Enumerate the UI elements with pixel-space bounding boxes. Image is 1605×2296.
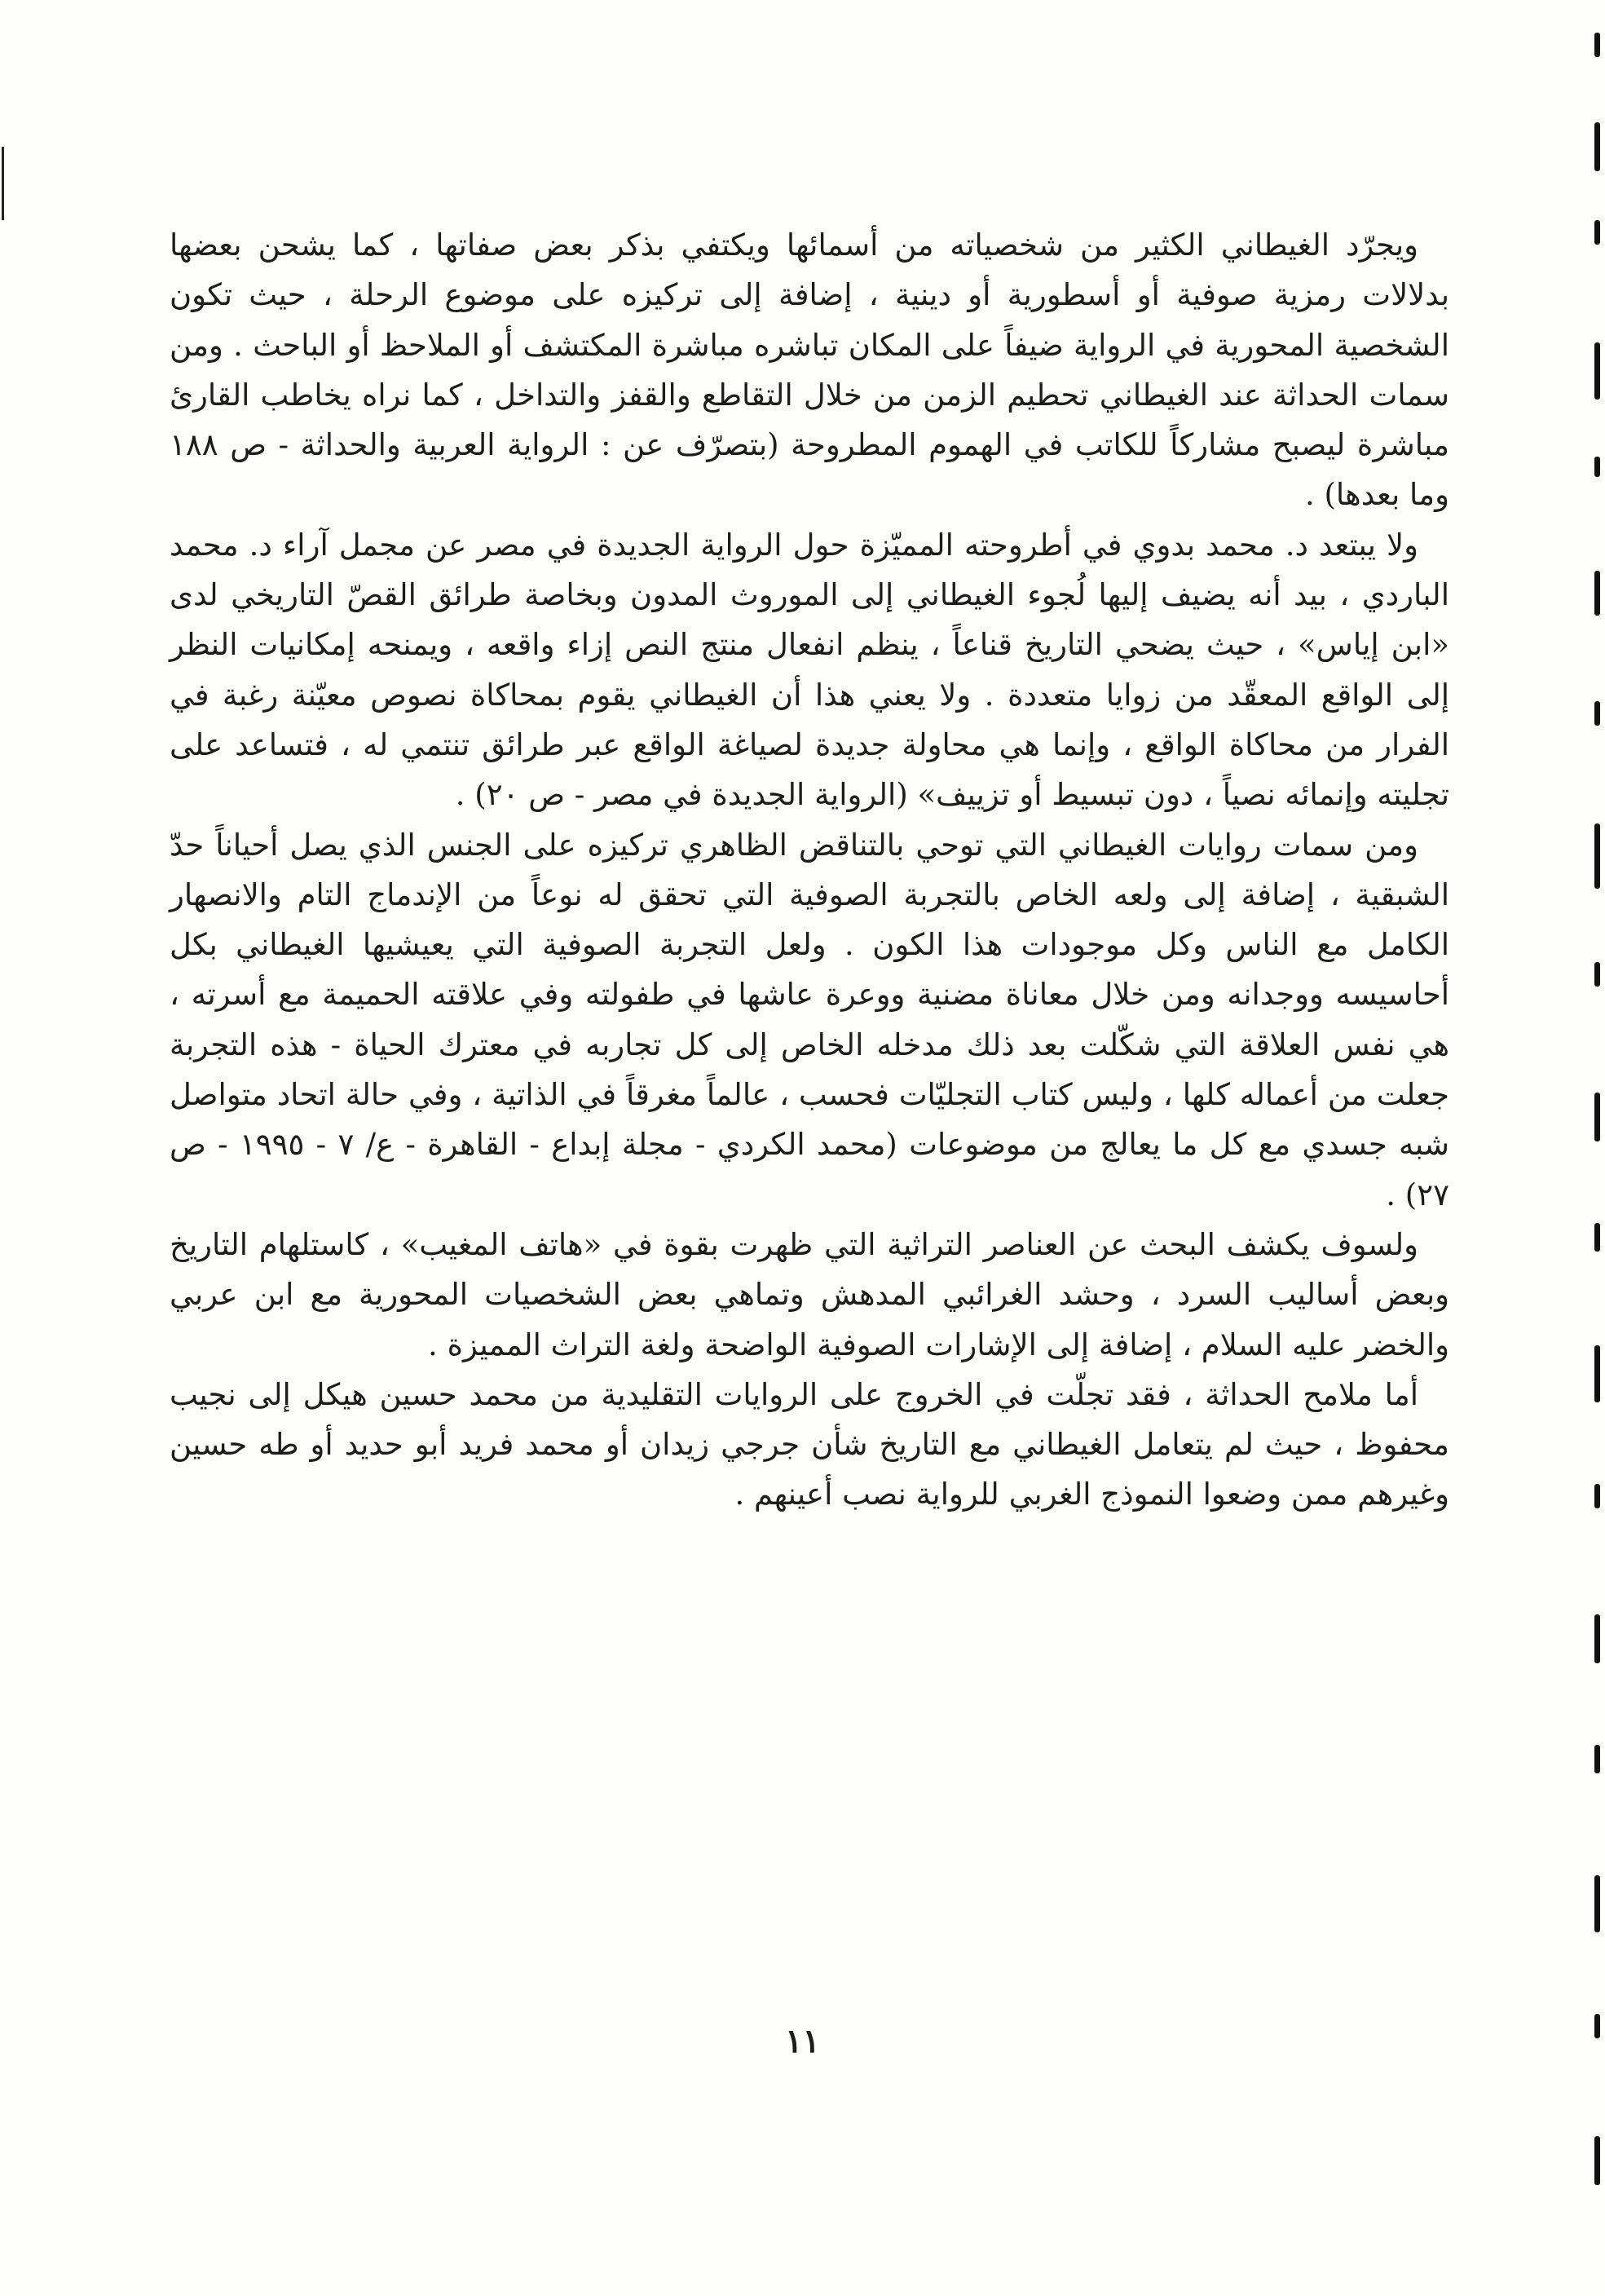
- page-number: ١١: [785, 2022, 820, 2060]
- body-text: [170, 220, 1449, 1520]
- scan-edge-mark: [2, 147, 4, 220]
- paragraph: ويجرّد الغيطاني الكثير من شخصياته من أسمائها ويكتفي بذكر بعض صفاتها ، كما يشحن بعضها بدلالات رمزية صوفية أو أسطورية أو دينية ، إضافة إلى تركيزه على موضوع الرحلة ، حيث تكون الشخصية المحورية في الرواية ضيفاً على المكان تباشره مباشرة المكتشف أو الملاحظ أو الباحث . ومن سمات الحداثة عند الغيطاني تحطيم الزمن من خلال التقاطع والقفز والتداخل ، كما نراه يخاطب القارئ مباشرة ليصبح مشاركاً للكاتب في الهموم المطروحة (بتصرّف عن : الرواية العربية والحداثة - ص ١٨٨ وما بعدها) .: [170, 227, 1449, 513]
- paragraph: ومن سمات روايات الغيطاني التي توحي بالتناقض الظاهري تركيزه على الجنس الذي يصل أحياناً حدّ الشبقية ، إضافة إلى ولعه الخاص بالتجربة الصوفية التي تحقق له نوعاً من الإندماج التام والانصهار الكامل مع الناس وكل موجودات هذا الكون . ولعل التجربة الصوفية التي يعيشيها الغيطاني بكل أحاسيسه ووجدانه ومن خلال معاناة مضنية ووعرة عاشها في طفولته وفي علاقته الحميمة مع أسرته ، هي نفس العلاقة التي شكّلت بعد ذلك مدخله الخاص إلى كل تجاربه في معترك الحياة - هذه التجربة جعلت من أعماله كلها ، وليس كتاب التجليّات فحسب ، عالماً مغرقاً في الذاتية ، وفي حالة اتحاد متواصل شبه جسدي مع كل ما يعالج من موضوعات (محمد الكردي - مجلة إبداع - القاهرة - ع/ ٧ - ١٩٩٥ - ص ٢٧) .: [170, 827, 1450, 1212]
- paragraph: أما ملامح الحداثة ، فقد تجلّت في الخروج على الروايات التقليدية من محمد حسين هيكل إلى نجيب محفوظ ، حيث لم يتعامل الغيطاني مع التاريخ شأن جرجي زيدان أو محمد فريد أبو حديد أو طه حسين وغيرهم ممن وضعوا النموذج الغربي للرواية نصب أعينهم .: [170, 1376, 1449, 1512]
- paragraph: ولسوف يكشف البحث عن العناصر التراثية التي ظهرت بقوة في «هاتف المغيب» ، كاستلهام التاريخ وبعض أساليب السرد ، وحشد الغرائبي المدهش وتماهي بعض الشخصيات المحورية مع ابن عربي والخضر عليه السلام ، إضافة إلى الإشارات الصوفية الواضحة ولغة التراث المميزة .: [170, 1226, 1449, 1362]
- paragraph: ولا يبتعد د. محمد بدوي في أطروحته المميّزة حول الرواية الجديدة في مصر عن مجمل آراء د. محمد الباردي ، بيد أنه يضيف إليها لُجوء الغيطاني إلى الموروث المدون وبخاصة طرائق القصّ التاريخي لدى «ابن إياس» ، حيث يضحي التاريخ قناعاً ، ينظم انفعال منتج النص إزاء واقعه ، ويمنحه إمكانيات النظر إلى الواقع المعقّد من زوايا متعددة . ولا يعني هذا أن الغيطاني يقوم بمحاكاة نصوص معيّنة رغبة في الفرار من محاكاة الواقع ، وإنما هي محاولة جديدة لصياغة الواقع عبر طرائق تنتمي له ، فتساعد على تجليته وإنمائه نصياً ، دون تبسيط أو تزييف» (الرواية الجديدة في مصر - ص ٢٠) .: [170, 527, 1449, 813]
- binding-edge: [1584, 0, 1605, 2296]
